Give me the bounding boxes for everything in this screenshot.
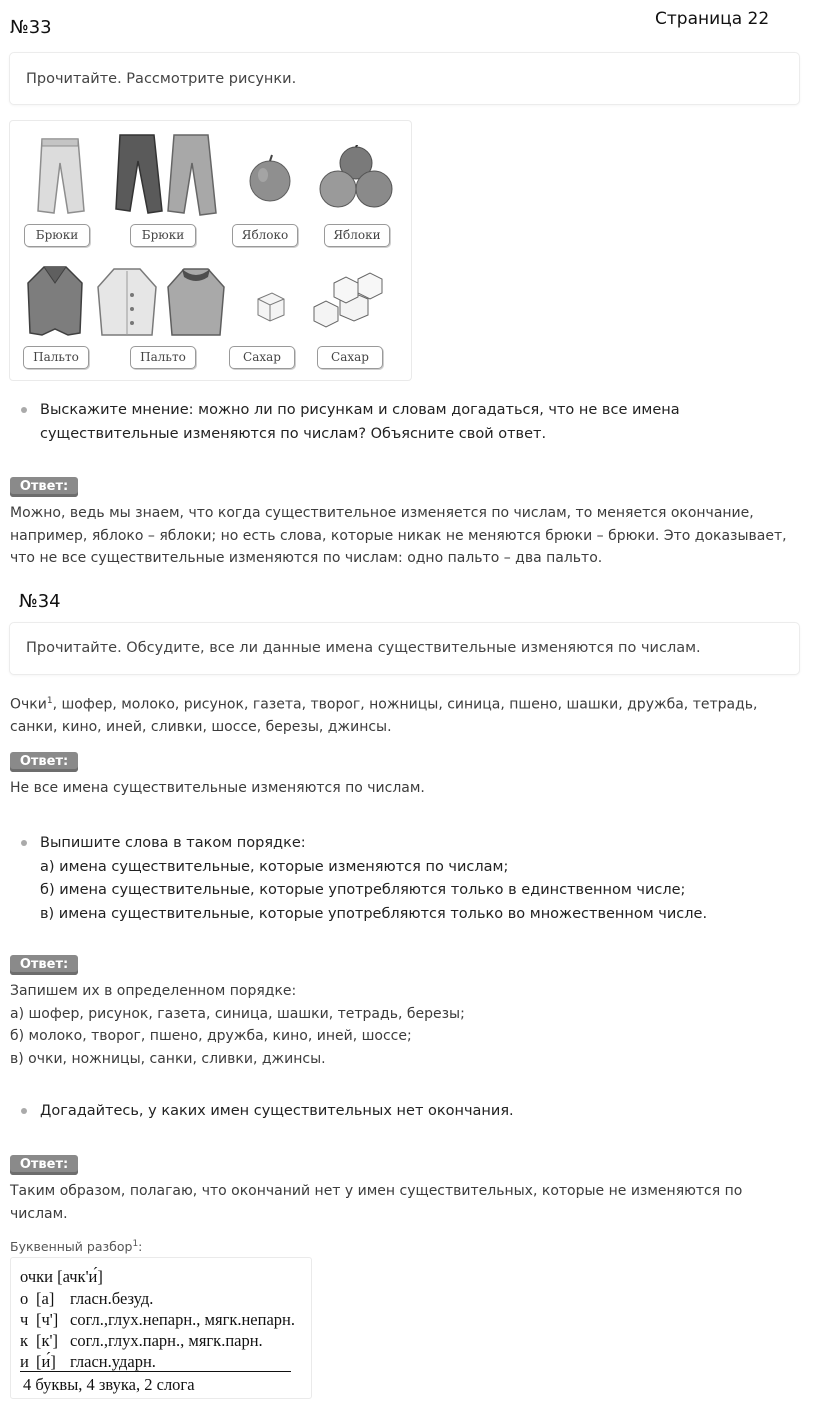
answer-badge: Ответ:: [10, 477, 78, 497]
question-line: а) имена существительные, которые изменяются по числам;: [40, 858, 509, 875]
label-apples: Яблоки: [324, 224, 390, 247]
answer-line: Запишем их в определенном порядке:: [10, 983, 297, 999]
question-bullet-34-2: [9, 832, 799, 926]
answer-line: Таким образом, полагаю, что окончаний нет у имен существительных, которые не изменяются по: [10, 1183, 743, 1199]
instruction-text-34: Прочитайте. Обсудите, все ли данные имена существительные изменяются по числам.: [26, 640, 701, 656]
sugar-cubes-icon: [310, 269, 390, 331]
instruction-card-34: [9, 622, 800, 675]
question-line: существительные изменяются по числам? Объясните свой ответ.: [40, 425, 547, 442]
divider: [20, 1371, 291, 1372]
question-line: в) имена существительные, которые употребляются только во множественном числе.: [40, 905, 708, 922]
coat-icon: [94, 265, 160, 341]
bullet-icon: [21, 840, 27, 846]
answer-line: например, яблоко – яблоки; но есть слова, которые никак не меняются брюки – брюки. Это доказывает,: [10, 527, 787, 544]
question-bullet-33: [9, 399, 799, 446]
analysis-summary: 4 буквы, 4 звука, 2 слога: [23, 1375, 195, 1394]
apple-icon: [246, 153, 294, 205]
answer-badge: Ответ:: [10, 1155, 78, 1175]
letter-analysis-title: Буквенный разбор$^1$:: [10, 1239, 143, 1255]
word-list-line2: санки, кино, иней, сливки, шоссе, березы, джинсы.: [10, 719, 392, 736]
answer-line: Можно, ведь мы знаем, что когда существительное изменяется по числам, то меняется окончание,: [10, 505, 754, 521]
task-number-34: №34: [19, 591, 61, 612]
word-list-first: Очки: [10, 696, 47, 713]
answer-badge: Ответ:: [10, 752, 78, 772]
answer-line: что не все существительные изменяются по числам: одно пальто – два пальто.: [10, 550, 603, 566]
bullet-icon: [21, 407, 27, 413]
coat-icon: [24, 263, 86, 339]
answer-text-34-1: Не все имена существительные изменяются по числам.: [10, 780, 425, 796]
question-line: Выскажите мнение: можно ли по рисункам и словам догадаться, что не все имена: [40, 402, 680, 418]
label-sugar-1: Сахар: [229, 346, 295, 369]
task-number-33: №33: [10, 17, 52, 38]
coat-icon: [164, 265, 228, 341]
answer-line: а) шофер, рисунок, газета, синица, шашки, тетрадь, березы;: [10, 1005, 465, 1022]
word-list-line1: , шофер, молоко, рисунок, газета, творог, ножницы, синица, пшено, шашки, дружба, тетрадь,: [52, 696, 758, 713]
answer-badge: Ответ:: [10, 955, 78, 975]
analysis-row: и [и́] гласн.ударн.: [20, 1352, 156, 1371]
analysis-word: очки [ачк'и́]: [20, 1267, 103, 1286]
illustration-panel: [9, 120, 412, 381]
label-sugar-2: Сахар: [317, 346, 383, 369]
word-list: [10, 690, 805, 739]
page-label: Страница 22: [655, 9, 770, 29]
label-coat-1: Пальто: [23, 346, 89, 369]
answer-line: б) молоко, творог, пшено, дружба, кино, иней, шоссе;: [10, 1028, 412, 1044]
answer-line: в) очки, ножницы, санки, сливки, джинсы.: [10, 1050, 326, 1067]
apples-icon: [318, 145, 398, 215]
label-trousers-2: Брюки: [130, 224, 196, 247]
answer-text-34-2: [10, 980, 805, 1070]
trousers-pair-icon: [112, 131, 222, 217]
analysis-rows: [20, 1288, 310, 1372]
analysis-row: о [а] гласн.безуд.: [20, 1289, 154, 1308]
trousers-icon: [32, 133, 88, 215]
sugar-cube-icon: [250, 289, 290, 325]
answer-line: числам.: [10, 1205, 68, 1222]
analysis-row: ч [ч'] согл.,глух.непарн., мягк.непарн.: [20, 1310, 295, 1329]
letter-analysis-box: [10, 1257, 312, 1399]
question-line: Выпишите слова в таком порядке:: [40, 835, 306, 851]
footnote-mark: 1: [46, 696, 53, 706]
analysis-row: к [к'] согл.,глух.парн., мягк.парн.: [20, 1331, 263, 1350]
question-bullet-34-3: [9, 1100, 799, 1124]
question-line: Догадайтесь, у каких имен существительных нет окончания.: [40, 1103, 514, 1119]
label-coat-2: Пальто: [130, 346, 196, 369]
label-apple: Яблоко: [232, 224, 298, 247]
instruction-card-33: [9, 52, 800, 105]
bullet-icon: [21, 1108, 27, 1114]
question-line: б) имена существительные, которые употребляются только в единственном числе;: [40, 882, 686, 898]
answer-text-33: [10, 502, 805, 570]
label-trousers-1: Брюки: [24, 224, 90, 247]
instruction-text-33: Прочитайте. Рассмотрите рисунки.: [26, 71, 297, 87]
answer-text-34-3: [10, 1180, 805, 1225]
